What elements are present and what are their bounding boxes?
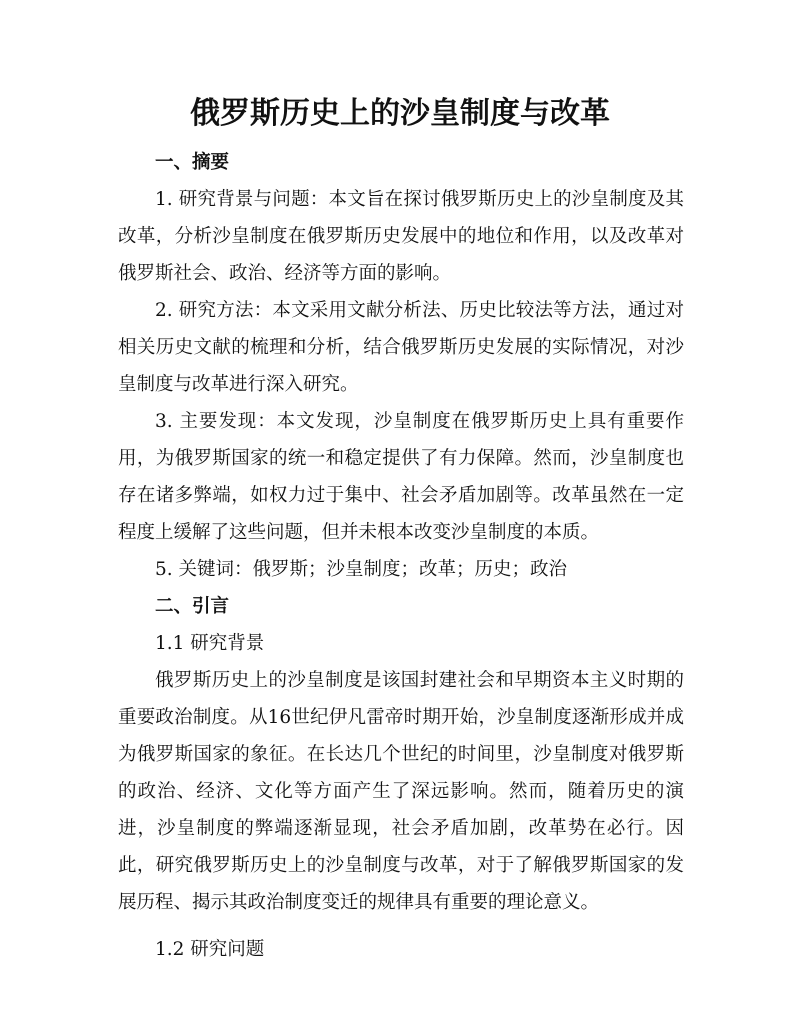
abstract-item-findings: 3. 主要发现：本文发现，沙皇制度在俄罗斯历史上具有重要作用，为俄罗斯国家的统一和稳定提供了有力保障。然而，沙皇制度也存在诸多弊端，如权力过于集中、社会矛盾加剧等。改革虽然在一定程度上缓解了这些问题，但并未根本改变沙皇制度的本质。 (118, 411, 684, 543)
subsection-heading-question: 1.2 研究问题 (155, 939, 265, 960)
document-body (118, 144, 684, 968)
subsection-heading-background: 1.1 研究背景 (155, 633, 265, 654)
intro-background-paragraph: 俄罗斯历史上的沙皇制度是该国封建社会和早期资本主义时期的重要政治制度。从16世纪伊凡雷帝时期开始，沙皇制度逐渐形成并成为俄罗斯国家的象征。在长达几个世纪的时间里，沙皇制度对俄罗斯的政治、经济、文化等方面产生了深远影响。然而，随着历史的演进，沙皇制度的弊端逐渐显现，社会矛盾加剧，改革势在必行。因此，研究俄罗斯历史上的沙皇制度与改革，对于了解俄罗斯国家的发展历程、揭示其政治制度变迁的规律具有重要的理论意义。 (118, 670, 684, 913)
document-title: 俄罗斯历史上的沙皇制度与改革 (190, 96, 610, 131)
abstract-item-background: 1. 研究背景与问题：本文旨在探讨俄罗斯历史上的沙皇制度及其改革，分析沙皇制度在俄罗斯历史发展中的地位和作用，以及改革对俄罗斯社会、政治、经济等方面的影响。 (118, 189, 684, 284)
abstract-item-method: 2. 研究方法：本文采用文献分析法、历史比较法等方法，通过对相关历史文献的梳理和分析，结合俄罗斯历史发展的实际情况，对沙皇制度与改革进行深入研究。 (118, 300, 684, 395)
abstract-item-keywords: 5. 关键词：俄罗斯；沙皇制度；改革；历史；政治 (155, 559, 568, 580)
section-heading-abstract: 一、摘要 (155, 152, 230, 173)
section-heading-intro: 二、引言 (155, 596, 230, 617)
